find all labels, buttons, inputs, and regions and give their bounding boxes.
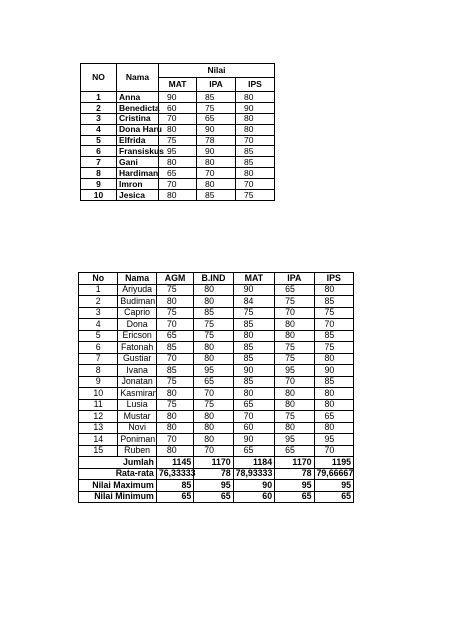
row-value: 85: [314, 296, 353, 308]
row-no: 1: [81, 92, 117, 103]
nilai-table: [80, 63, 275, 201]
summary-value: 1184: [233, 457, 274, 469]
row-value: 70: [236, 179, 275, 190]
table-row: [79, 365, 354, 377]
row-nama: Gani: [117, 157, 159, 168]
row-nama: Jesica: [117, 190, 159, 201]
row-value: 70: [197, 168, 236, 179]
row-nama: Dona Haru: [117, 124, 159, 135]
row-value: 70: [314, 319, 353, 331]
row-value: 80: [236, 92, 275, 103]
row-no: 12: [79, 411, 118, 423]
row-value: 70: [159, 179, 197, 190]
header-no: No: [79, 273, 118, 285]
row-value: 80: [275, 388, 314, 400]
row-value: 65: [275, 284, 314, 296]
row-nama: Kasmiran: [118, 388, 156, 400]
row-value: 85: [314, 376, 353, 388]
row-nama: Jonatan: [118, 376, 156, 388]
row-value: 75: [275, 353, 314, 365]
summary-row: [79, 491, 354, 503]
row-no: 8: [79, 365, 118, 377]
row-value: 80: [194, 411, 233, 423]
summary-value: 78: [275, 468, 314, 480]
header-mat: MAT: [159, 78, 197, 92]
row-value: 80: [194, 284, 233, 296]
row-value: 85: [197, 190, 236, 201]
row-value: 75: [233, 307, 274, 319]
row-nama: Fransiskus: [117, 146, 159, 157]
table-row: [81, 92, 275, 103]
summary-value: 1170: [194, 457, 233, 469]
grades-table: [78, 272, 354, 503]
row-value: 90: [197, 146, 236, 157]
table-row: [79, 376, 354, 388]
row-value: 65: [159, 168, 197, 179]
row-value: 80: [194, 353, 233, 365]
row-value: 85: [156, 342, 193, 354]
row-nama: Poniman: [118, 434, 156, 446]
row-no: 13: [79, 422, 118, 434]
table-row: [81, 168, 275, 179]
row-value: 70: [275, 376, 314, 388]
summary-value: 65: [156, 491, 193, 503]
row-nama: Mustar: [118, 411, 156, 423]
row-value: 75: [159, 135, 197, 146]
summary-value: 95: [314, 480, 353, 492]
summary-label: Jumlah: [79, 457, 157, 469]
row-nama: Ariyuda: [118, 284, 156, 296]
row-no: 7: [81, 157, 117, 168]
row-value: 85: [236, 146, 275, 157]
row-value: 65: [197, 113, 236, 124]
row-value: 75: [314, 307, 353, 319]
row-value: 90: [159, 92, 197, 103]
row-value: 75: [194, 330, 233, 342]
row-value: 80: [275, 422, 314, 434]
row-value: 85: [233, 353, 274, 365]
row-no: 3: [81, 113, 117, 124]
row-nama: Novi: [118, 422, 156, 434]
row-value: 80: [159, 124, 197, 135]
row-value: 70: [314, 445, 353, 457]
header-no: NO: [81, 64, 117, 92]
row-value: 75: [275, 296, 314, 308]
row-value: 85: [233, 376, 274, 388]
row-value: 80: [314, 388, 353, 400]
row-value: 75: [156, 284, 193, 296]
row-value: 85: [233, 342, 274, 354]
row-value: 70: [156, 319, 193, 331]
row-nama: Lusia: [118, 399, 156, 411]
row-value: 95: [194, 365, 233, 377]
row-value: 80: [194, 342, 233, 354]
row-value: 80: [197, 179, 236, 190]
row-value: 65: [156, 330, 193, 342]
summary-value: 1145: [156, 457, 193, 469]
row-nama: Dona: [118, 319, 156, 331]
row-value: 75: [156, 307, 193, 319]
row-nama: Fatonah: [118, 342, 156, 354]
row-no: 14: [79, 434, 118, 446]
table-row: [81, 157, 275, 168]
row-value: 90: [314, 365, 353, 377]
row-value: 80: [194, 296, 233, 308]
row-value: 70: [194, 445, 233, 457]
row-value: 85: [156, 365, 193, 377]
row-no: 2: [81, 102, 117, 113]
row-nama: Ivana: [118, 365, 156, 377]
summary-value: 95: [275, 480, 314, 492]
row-no: 4: [79, 319, 118, 331]
row-value: 80: [194, 434, 233, 446]
summary-value: 1195: [314, 457, 353, 469]
summary-value: 76,33333: [156, 468, 193, 480]
row-value: 75: [275, 411, 314, 423]
row-value: 95: [314, 434, 353, 446]
row-value: 75: [275, 342, 314, 354]
row-value: 75: [194, 319, 233, 331]
row-nama: Anna: [117, 92, 159, 103]
table-row: [79, 445, 354, 457]
row-value: 80: [156, 388, 193, 400]
summary-row: [79, 480, 354, 492]
header-ips: IPS: [236, 78, 275, 92]
row-value: 80: [314, 399, 353, 411]
table-row: [79, 284, 354, 296]
row-value: 70: [159, 113, 197, 124]
summary-label: Rata-rata: [79, 468, 157, 480]
row-nama: Budiman: [118, 296, 156, 308]
row-value: 65: [314, 411, 353, 423]
row-value: 80: [156, 296, 193, 308]
table-row: [79, 342, 354, 354]
table-row: [79, 330, 354, 342]
table-row: [79, 399, 354, 411]
row-value: 80: [156, 445, 193, 457]
row-no: 9: [79, 376, 118, 388]
row-no: 10: [81, 190, 117, 201]
row-nama: Hardiman: [117, 168, 159, 179]
header-nama: Nama: [117, 64, 159, 92]
row-no: 6: [79, 342, 118, 354]
summary-value: 79,66667: [314, 468, 353, 480]
row-nama: Elfrida: [117, 135, 159, 146]
summary-value: 78,93333: [233, 468, 274, 480]
row-value: 70: [275, 307, 314, 319]
summary-value: 85: [156, 480, 193, 492]
table-row: [79, 434, 354, 446]
row-no: 5: [81, 135, 117, 146]
row-value: 80: [159, 157, 197, 168]
row-value: 80: [156, 422, 193, 434]
row-value: 65: [275, 445, 314, 457]
row-nama: Cristina: [117, 113, 159, 124]
row-no: 9: [81, 179, 117, 190]
summary-value: 78: [194, 468, 233, 480]
table-row: [79, 319, 354, 331]
table-row: [81, 190, 275, 201]
row-value: 85: [194, 307, 233, 319]
row-value: 70: [156, 434, 193, 446]
row-value: 78: [197, 135, 236, 146]
summary-row: [79, 468, 354, 480]
row-value: 80: [314, 353, 353, 365]
table-row: [79, 353, 354, 365]
summary-value: 1170: [275, 457, 314, 469]
table-row: [81, 113, 275, 124]
row-value: 75: [156, 376, 193, 388]
row-value: 70: [156, 353, 193, 365]
summary-label: Nilai Maximum: [79, 480, 157, 492]
row-value: 60: [159, 102, 197, 113]
table-row: [79, 422, 354, 434]
row-no: 10: [79, 388, 118, 400]
row-value: 95: [159, 146, 197, 157]
row-value: 80: [194, 422, 233, 434]
row-no: 5: [79, 330, 118, 342]
row-no: 2: [79, 296, 118, 308]
row-no: 8: [81, 168, 117, 179]
row-value: 75: [194, 399, 233, 411]
row-value: 65: [194, 376, 233, 388]
header-mat: MAT: [233, 273, 274, 285]
row-value: 75: [314, 342, 353, 354]
row-value: 80: [314, 284, 353, 296]
row-value: 84: [233, 296, 274, 308]
row-value: 85: [233, 319, 274, 331]
row-nama: Benedicta: [117, 102, 159, 113]
row-no: 6: [81, 146, 117, 157]
row-value: 95: [275, 434, 314, 446]
table-row: [79, 388, 354, 400]
summary-value: 65: [275, 491, 314, 503]
row-value: 80: [275, 330, 314, 342]
row-no: 4: [81, 124, 117, 135]
row-value: 90: [233, 284, 274, 296]
summary-row: [79, 457, 354, 469]
table-row: [79, 411, 354, 423]
row-value: 70: [194, 388, 233, 400]
row-value: 90: [236, 102, 275, 113]
row-value: 80: [275, 319, 314, 331]
row-nama: Caprio: [118, 307, 156, 319]
table-row: [81, 124, 275, 135]
summary-value: 95: [194, 480, 233, 492]
row-value: 95: [275, 365, 314, 377]
row-value: 90: [233, 434, 274, 446]
summary-value: 90: [233, 480, 274, 492]
row-value: 90: [197, 124, 236, 135]
header-bind: B.IND: [194, 273, 233, 285]
row-no: 11: [79, 399, 118, 411]
table-row: [81, 179, 275, 190]
row-no: 15: [79, 445, 118, 457]
row-value: 80: [236, 113, 275, 124]
row-nama: Gustiar: [118, 353, 156, 365]
row-value: 85: [197, 92, 236, 103]
row-value: 70: [236, 135, 275, 146]
summary-value: 65: [194, 491, 233, 503]
header-agm: AGM: [156, 273, 193, 285]
row-value: 60: [233, 422, 274, 434]
table-row: [81, 146, 275, 157]
summary-label: Nilai Minimum: [79, 491, 157, 503]
table-row: [81, 102, 275, 113]
table-row: [79, 296, 354, 308]
row-nama: Ruben: [118, 445, 156, 457]
header-ipa: IPA: [197, 78, 236, 92]
header-nilai: Nilai: [159, 64, 275, 78]
row-nama: Imron: [117, 179, 159, 190]
row-no: 7: [79, 353, 118, 365]
row-value: 70: [233, 411, 274, 423]
row-value: 65: [233, 445, 274, 457]
row-value: 80: [236, 168, 275, 179]
row-value: 80: [156, 411, 193, 423]
row-value: 75: [156, 399, 193, 411]
table-row: [81, 135, 275, 146]
row-value: 85: [314, 330, 353, 342]
row-value: 80: [233, 388, 274, 400]
header-nama: Nama: [118, 273, 156, 285]
row-value: 85: [236, 157, 275, 168]
summary-value: 60: [233, 491, 274, 503]
row-value: 80: [236, 124, 275, 135]
row-value: 80: [197, 157, 236, 168]
summary-value: 65: [314, 491, 353, 503]
row-value: 90: [233, 365, 274, 377]
row-value: 75: [197, 102, 236, 113]
table-row: [79, 307, 354, 319]
row-value: 80: [159, 190, 197, 201]
row-no: 1: [79, 284, 118, 296]
row-value: 80: [233, 330, 274, 342]
header-ipa: IPA: [275, 273, 314, 285]
row-value: 75: [236, 190, 275, 201]
row-value: 65: [233, 399, 274, 411]
row-value: 80: [275, 399, 314, 411]
row-no: 3: [79, 307, 118, 319]
row-value: 80: [314, 422, 353, 434]
row-nama: Ericson: [118, 330, 156, 342]
header-ips: IPS: [314, 273, 353, 285]
